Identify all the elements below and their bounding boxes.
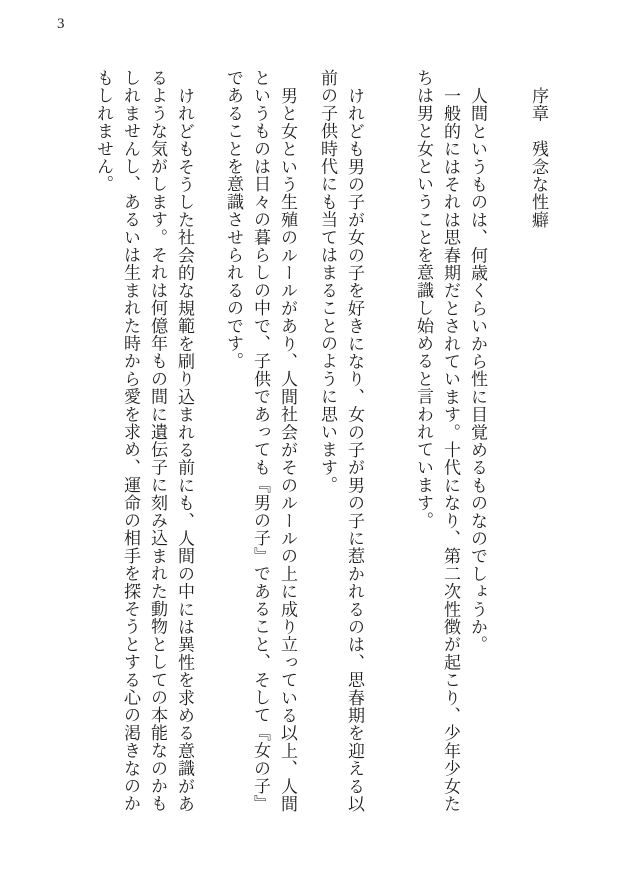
page-number: 3 [57, 16, 65, 32]
vertical-text-block [90, 69, 552, 814]
body-paragraph: けれども男の子が女の子を好きになり、女の子が男の子に惹かれるのは、思春期を迎える以前の子供時代にも当てはまることのように思います。 [318, 69, 364, 813]
chapter-title: 序章 残念な性癖 [529, 86, 548, 229]
body-paragraph: 一般的にはそれは思春期だとされています。十代になり、第二次性徴が起こり、少年少女たちは男と女ということを意識し始めると言われています。 [414, 69, 460, 813]
body-paragraph: 人間というものは、何歳くらいから性に目覚めるものなのでしょうか。 [468, 86, 487, 654]
body-paragraph: けれどもそうした社会的な規範を刷り込まれる前にも、人間の中には異性を求める意識があるような気がします。それは何億年もの間に遺伝子に刻み込まれた動物としての本能なのかもしれませんし、あるいは生まれた時から愛を求め、運命の相手を探そうとする心の渇きなのかもしれません。 [94, 69, 194, 813]
body-paragraph: 男と女という生殖のルールがあり、人間社会がそのルールの上に成り立っている以上、人間というものは日々の暮らしの中で、子供であっても『男の子』であること、そして『女の子』であることを意識させられるのです。 [224, 69, 297, 813]
